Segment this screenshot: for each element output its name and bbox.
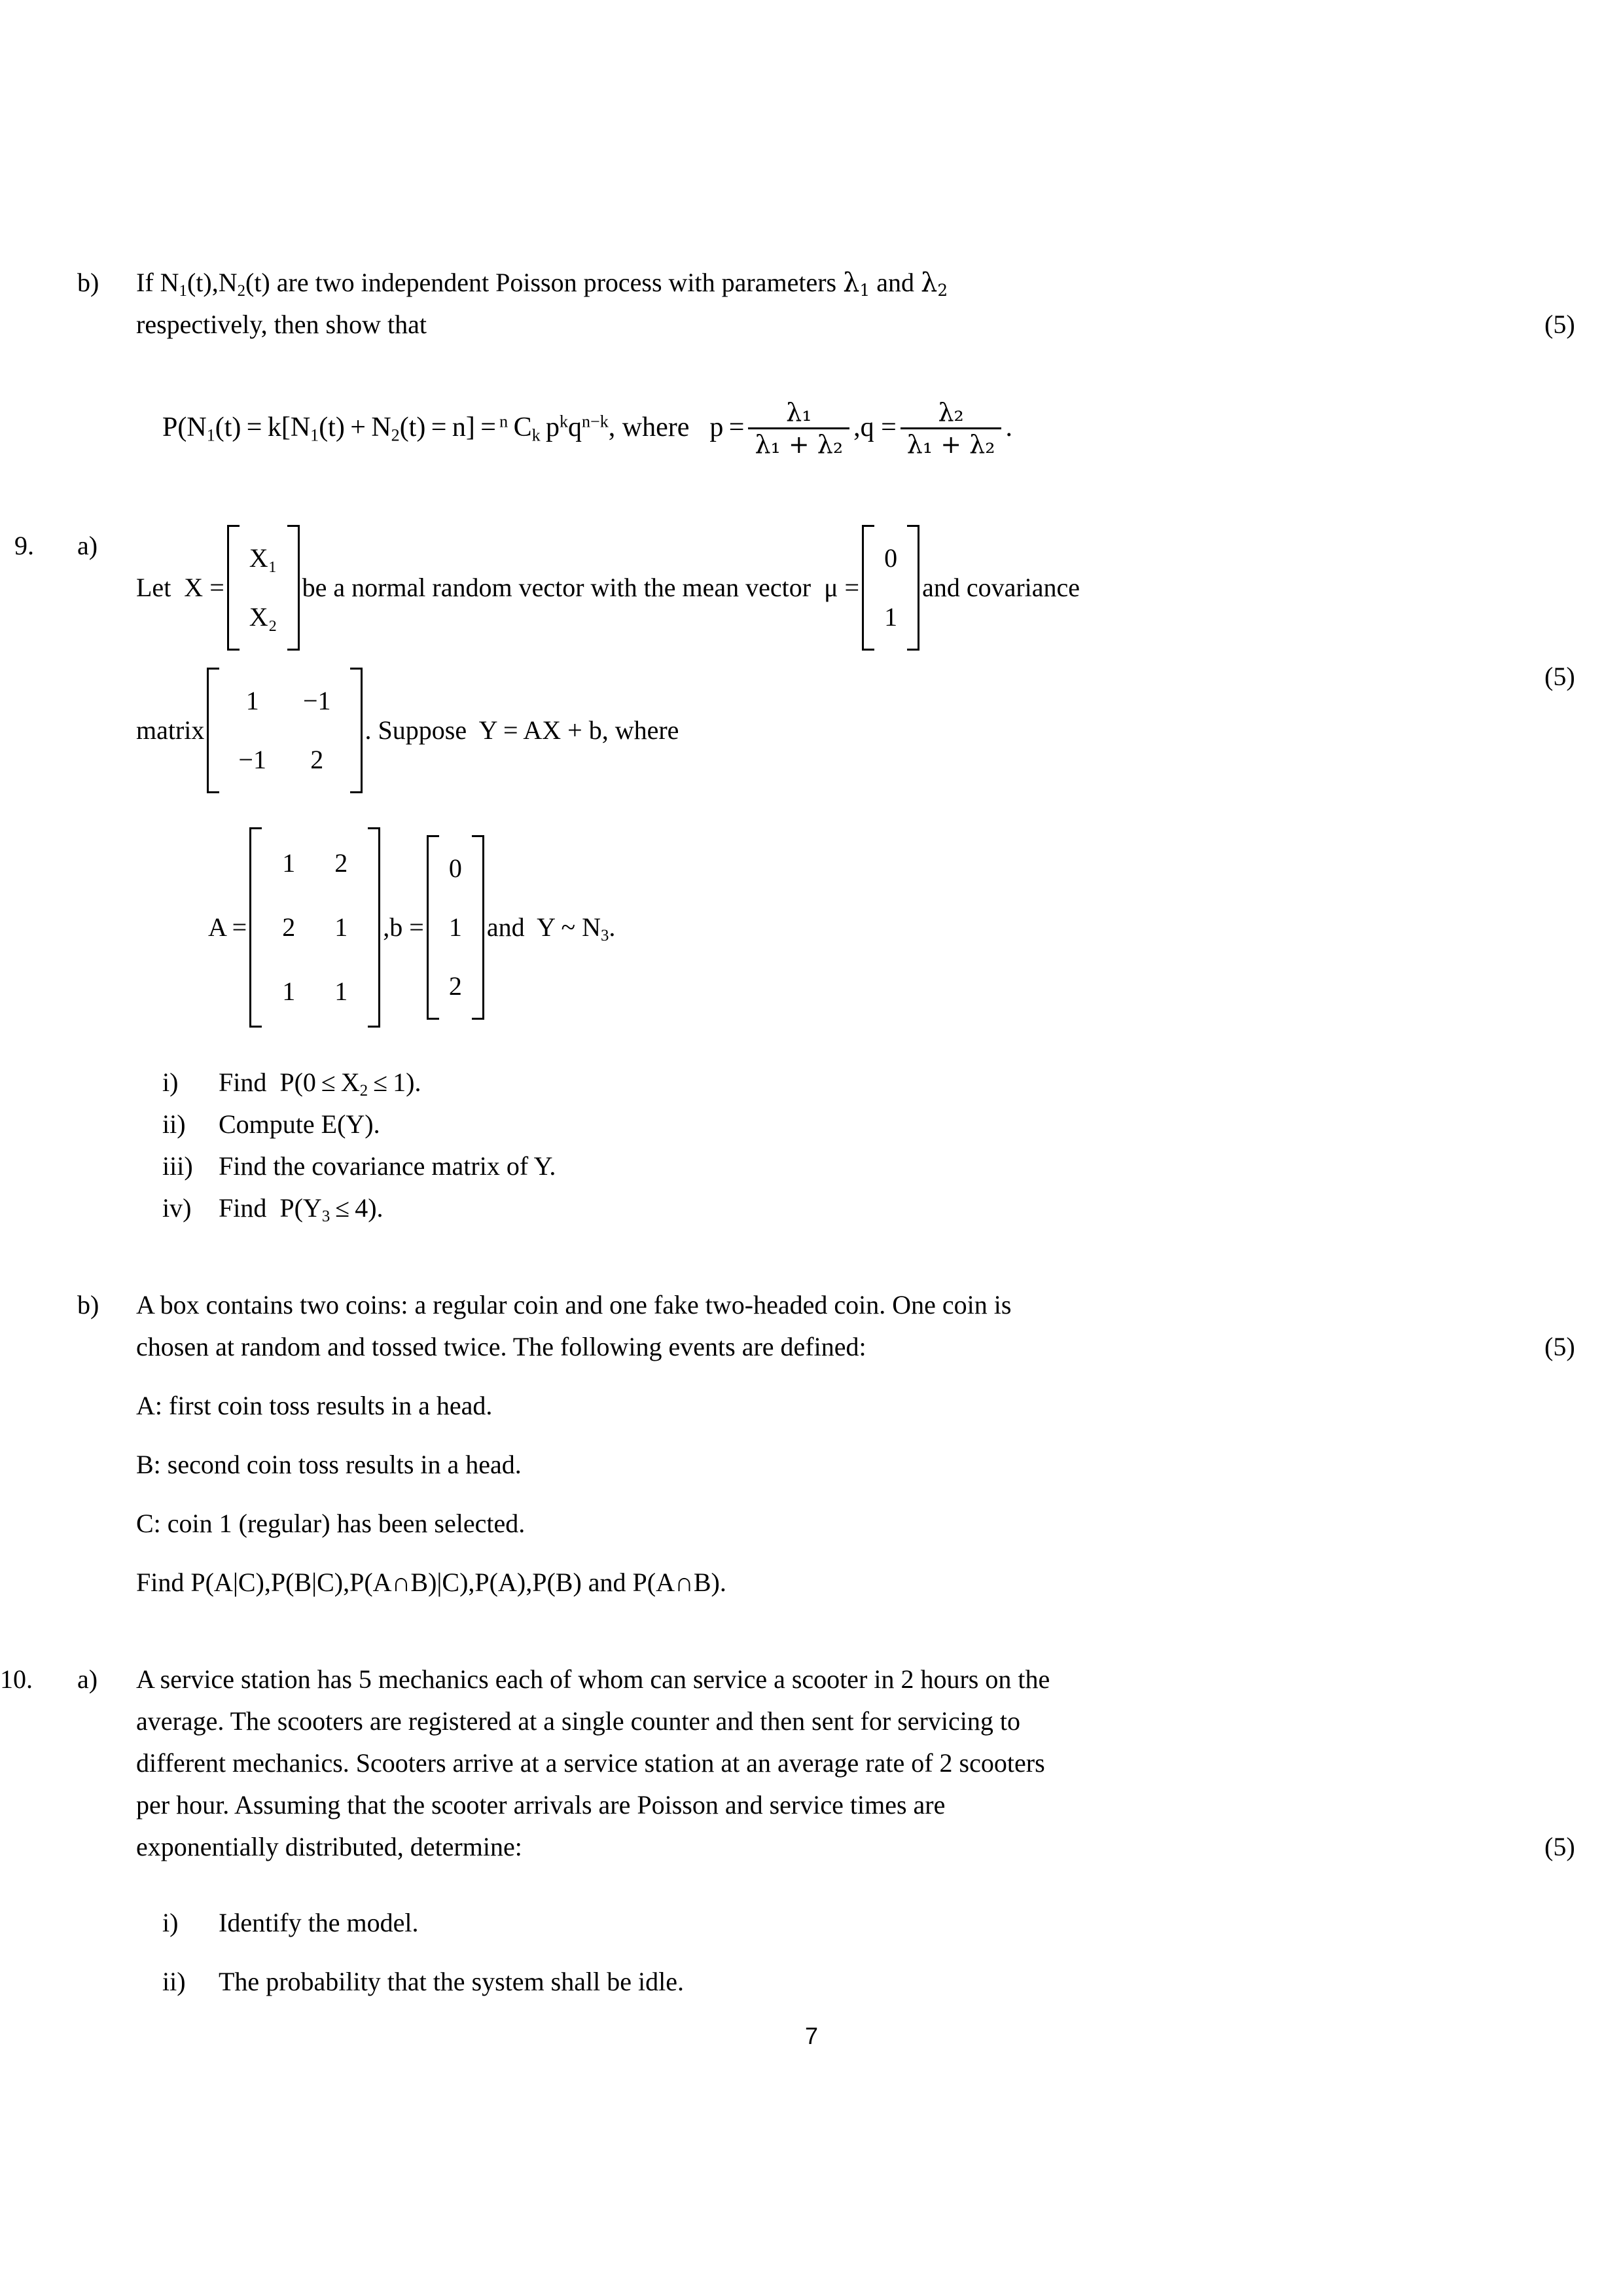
list-item <box>162 1187 1453 1229</box>
formula-lhs: $P(N_1(t) = k[N_1(t) + N_2(t) = n] = ^n$ $C_k$ $p^kq^{n-k}$ <box>162 412 609 445</box>
question-10a-line5: exponentially distributed, determine: <box>136 1832 522 1862</box>
q8b-lambda1: $\lambda_1$ <box>843 268 870 300</box>
question-10a-body <box>136 1659 1623 1868</box>
vector-X <box>227 525 300 651</box>
subitem-label-ii: ii) <box>162 1109 186 1139</box>
q9a-pre: Let X = <box>136 573 224 603</box>
spacer <box>162 1944 1453 1961</box>
list-item <box>162 1062 1453 1103</box>
q9a-matrix-word: matrix <box>136 715 205 745</box>
A-cell-01: 2 <box>334 848 348 878</box>
spacer <box>0 1028 1623 1062</box>
roman-list-9a <box>162 1062 1453 1229</box>
question-10a-line1: A service station has 5 mechanics each of whom can service a scooter in 2 hours on the <box>136 1664 1050 1695</box>
subitem10-label-i: i) <box>162 1908 179 1938</box>
question-8b <box>0 262 1623 346</box>
q9a-suppose: . Suppose Y = AX + b, where <box>365 715 679 745</box>
question-8b-formula-row <box>0 398 1623 459</box>
formula-q-numerator: λ₂ <box>938 398 964 427</box>
subitem-label-i: i) <box>162 1067 179 1098</box>
question-10a <box>0 1659 1623 1868</box>
A-cell-00: 1 <box>282 848 296 878</box>
vector-mu-cell-1: 1 <box>884 602 898 632</box>
cov-cell-10: −1 <box>238 745 266 775</box>
question-10a-line4: per hour. Assuming that the scooter arrivals are Poisson and service times are <box>136 1790 946 1820</box>
question-9a-matrices-row <box>0 827 1623 1028</box>
vector-mu <box>862 525 919 651</box>
A-cell-10: 2 <box>282 912 296 942</box>
cov-cell-01: −1 <box>302 686 331 716</box>
b-cell-0: 0 <box>448 853 462 884</box>
vector-X-cell-0: X₁ <box>249 543 277 573</box>
question-8b-line2: respectively, then show that <box>136 310 427 339</box>
question-10a-subitems-row <box>0 1902 1623 2003</box>
spacer <box>136 1427 1453 1444</box>
question-9a-label: a) <box>77 531 98 561</box>
subitem-text-ii: Compute E(Y). <box>219 1109 380 1139</box>
event-a: A: first coin toss results in a head. <box>136 1391 493 1421</box>
covariance-matrix <box>207 668 362 793</box>
formula-p-numerator: λ₁ <box>786 398 812 427</box>
q8b-pre: If <box>136 268 160 297</box>
question-9a-subitems-row <box>0 1062 1623 1229</box>
spacer <box>136 1486 1453 1503</box>
question-8b-body <box>136 262 1623 346</box>
spacer <box>136 1545 1453 1562</box>
matrices-inline <box>208 827 1453 1028</box>
matrix-A <box>249 827 380 1028</box>
formula-where: , where <box>608 412 690 443</box>
cov-cell-11: 2 <box>310 745 324 775</box>
question-9a-subitems <box>136 1062 1623 1229</box>
question-9b-line2: chosen at random and tossed twice. The following events are defined: <box>136 1332 866 1362</box>
b-cell-1: 1 <box>448 912 462 942</box>
question-9b-label: b) <box>77 1290 99 1320</box>
event-c: C: coin 1 (regular) has been selected. <box>136 1509 526 1539</box>
q8b-N1: $N_1(t)$, <box>160 268 219 300</box>
q9a-mid: be a normal random vector with the mean vector μ = <box>302 573 860 603</box>
formula-p-denominator: λ₁ + λ₂ <box>748 427 849 458</box>
question-8b-label: b) <box>77 268 99 297</box>
subitem-text-iv: Find $P(Y_3 \le 4)$. <box>219 1193 383 1225</box>
question-10-number: 10. <box>0 1664 33 1695</box>
subitem-label-iv: iv) <box>162 1193 192 1223</box>
q9a-post: and covariance <box>922 573 1080 603</box>
question-9a-line2 <box>136 668 1453 793</box>
question-8b-marks: (5) <box>1544 310 1575 339</box>
vector-mu-cell-0: 0 <box>884 543 898 573</box>
A-cell-11: 1 <box>334 912 348 942</box>
question-9b-marks: (5) <box>1544 1332 1575 1362</box>
subitem10-label-ii: ii) <box>162 1967 186 1997</box>
spacer <box>136 1368 1453 1385</box>
page-number: 7 <box>804 2022 819 2049</box>
question-10a-subitems <box>136 1902 1623 2003</box>
question-9a-matrices <box>136 827 1623 1028</box>
subitem10-text-ii: The probability that the system shall be idle. <box>219 1967 684 1997</box>
question-9b-line1: A box contains two coins: a regular coin and one fake two-headed coin. One coin is <box>136 1290 1012 1320</box>
subitem-text-iii: Find the covariance matrix of Y. <box>219 1151 556 1181</box>
formula-p-fraction <box>748 399 849 458</box>
q8b-and: and <box>870 268 921 297</box>
question-9b <box>0 1284 1623 1604</box>
q8b-lambda2: $\lambda_2$ <box>921 268 948 300</box>
question-10a-line2: average. The scooters are registered at a single counter and then sent for servicing to <box>136 1706 1020 1736</box>
find-probabilities-line: Find P(A|C),P(B|C),P(A∩B)|C),P(A),P(B) and P(A∩B). <box>136 1568 726 1598</box>
question-9a <box>0 525 1623 793</box>
formula-q-label: ,q = <box>853 412 897 443</box>
vector-b <box>427 835 484 1020</box>
question-9b-body <box>136 1284 1623 1604</box>
matrix-A-label: A = <box>208 912 247 942</box>
spacer <box>136 651 1453 668</box>
spacer <box>0 1604 1623 1659</box>
list-item <box>162 1961 1453 2003</box>
question-9a-line1 <box>136 525 1453 651</box>
question-9a-body <box>136 525 1623 793</box>
b-cell-2: 2 <box>448 971 462 1001</box>
roman-list-10a <box>162 1902 1453 2003</box>
subitem-label-iii: iii) <box>162 1151 193 1181</box>
event-b: B: second coin toss results in a head. <box>136 1450 522 1480</box>
list-item <box>162 1103 1453 1145</box>
subitem-text-i: Find $P(0 \le X_2 \le 1)$. <box>219 1067 421 1100</box>
spacer <box>0 793 1623 827</box>
q8b-N2: $N_2(t)$ <box>218 268 270 300</box>
formula-period: . <box>1005 412 1012 443</box>
A-cell-21: 1 <box>334 977 348 1007</box>
list-item <box>162 1145 1453 1187</box>
question-10a-marks: (5) <box>1544 1832 1575 1862</box>
vector-X-cell-1: X₂ <box>249 602 277 632</box>
question-10a-label: a) <box>77 1664 98 1695</box>
spacer <box>0 459 1623 514</box>
spacer <box>0 1229 1623 1284</box>
A-cell-20: 1 <box>282 977 296 1007</box>
formula-p-label: p = <box>696 412 745 443</box>
question-8b-line1 <box>136 262 1453 304</box>
vector-b-label: ,b = <box>383 912 424 942</box>
question-10a-line3: different mechanics. Scooters arrive at a service station at an average rate of 2 scooters <box>136 1748 1045 1778</box>
q9a-tail: and Y ~ $N_3$. <box>486 912 616 944</box>
formula-q-fraction <box>901 399 1002 458</box>
list-item <box>162 1902 1453 1944</box>
spacer <box>0 1868 1623 1902</box>
question-8b-formula <box>136 398 1623 459</box>
formula-q-denominator: λ₁ + λ₂ <box>901 427 1002 458</box>
question-9-number: 9. <box>14 531 34 561</box>
subitem10-text-i: Identify the model. <box>219 1908 419 1938</box>
question-9a-marks: (5) <box>1544 662 1575 692</box>
q8b-mid: are two independent Poisson process with parameters <box>270 268 844 297</box>
cov-cell-00: 1 <box>245 686 259 716</box>
spacer <box>0 346 1623 401</box>
